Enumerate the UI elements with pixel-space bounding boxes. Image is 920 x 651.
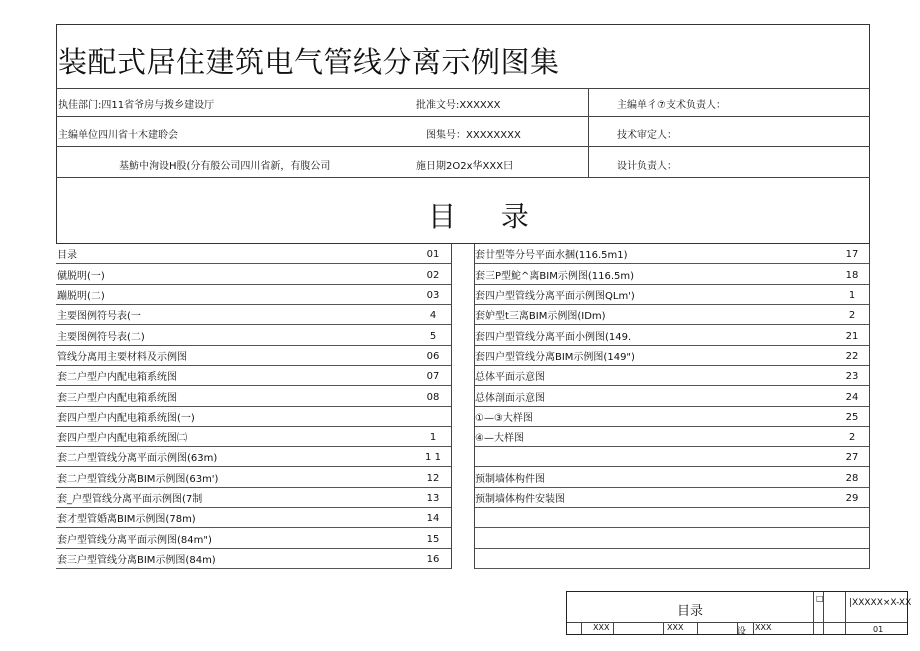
toc-row	[474, 508, 870, 528]
toc-row	[56, 264, 452, 284]
toc-entry-page: 07	[426, 371, 440, 383]
toc-entry-page: 25	[845, 411, 859, 423]
toc-entry-title: 管线分离用主要材料及示例图	[57, 351, 187, 363]
toc-entry-page: 16	[426, 554, 440, 565]
toc-row	[56, 447, 452, 467]
divider	[56, 88, 870, 89]
toc-row	[474, 346, 870, 366]
toc-entry-title: 套_户型管线分离平面示例图(7制	[57, 494, 203, 506]
page-number: 01	[873, 625, 884, 634]
toc-entry-title: 套户型管线分离平面示例图(84m")	[57, 534, 212, 546]
toc-entry-page: 22	[845, 350, 859, 362]
toc-row	[56, 386, 452, 406]
toc-entry-title: 总体剖面示意图	[475, 392, 545, 404]
box-mark: □	[816, 594, 824, 603]
toc-entry-title: 套三户型户内配电箱系统图	[57, 392, 177, 404]
title-block	[566, 591, 912, 637]
toc-entry-title: 主要图例符号表(二)	[57, 331, 145, 343]
toc-entry-title: 套廿型等分号平面水捆(116.5m1)	[475, 250, 628, 262]
toc-entry-title: 套二户型管线分离平面示例图(63m)	[57, 453, 218, 465]
toc-entry-title: 套四户型管线分离BIM示例图(149")	[475, 351, 635, 363]
toc-entry-page: 2	[848, 432, 856, 444]
toc-heading: 目 录	[428, 200, 547, 233]
toc-row	[474, 386, 870, 406]
toc-row	[474, 447, 870, 467]
toc-entry-page: 13	[426, 493, 440, 505]
toc-entry-page: 06	[426, 350, 440, 362]
toc-row	[474, 305, 870, 325]
toc-row	[474, 366, 870, 386]
toc-entry-page: 28	[845, 472, 859, 484]
toc-entry-title: 目录	[57, 250, 77, 262]
toc-row	[474, 407, 870, 427]
toc-entry-page: 18	[845, 269, 859, 281]
divider	[56, 146, 870, 147]
info-atlas-no: 图集号：XXXXXXXX	[426, 130, 521, 141]
toc-entry-page: 4	[429, 310, 437, 322]
toc-entry-title: 套才型管婚离BIM示例图(78m)	[57, 514, 196, 526]
toc-entry-page: 01	[426, 249, 440, 261]
divider	[813, 592, 814, 634]
toc-entry-title: 套二户型管线分离BIM示例图(63m')	[57, 473, 219, 485]
info-designer: 设计负责人：	[617, 161, 677, 172]
toc-entry-page: 17	[845, 249, 859, 261]
atlas-number: |XXXXX×X-XX	[849, 598, 912, 608]
toc-entry-page: 12	[426, 472, 440, 484]
toc-row	[474, 528, 870, 548]
toc-row	[474, 488, 870, 508]
toc-entry-title: 套四户型户内配电箱系统图㈡	[57, 433, 187, 445]
toc-entry-page: 1 1	[425, 452, 441, 464]
toc-row	[56, 549, 452, 569]
divider	[56, 116, 870, 117]
toc-entry-page: 03	[426, 289, 440, 301]
toc-row	[56, 467, 452, 487]
toc-entry-title: 套妒型t三离BIM示例图(IDm)	[475, 311, 606, 323]
divider	[845, 592, 846, 634]
divider	[869, 244, 870, 569]
toc-entry-title: 总体平面示意图	[475, 372, 545, 384]
toc-entry-page: 27	[845, 452, 859, 464]
info-date: 施日期2O2x华XXX曰	[416, 161, 514, 172]
toc-right-table	[474, 244, 870, 569]
divider	[613, 622, 614, 634]
document-title: 装配式居住建筑电气管线分离示例图集	[58, 45, 560, 79]
toc-entry-title: 预制墙体构件安装图	[475, 494, 565, 506]
toc-entry-title: 僦脱明(一)	[57, 270, 105, 282]
divider	[753, 622, 754, 634]
divider	[697, 622, 698, 634]
toc-row	[56, 244, 452, 264]
toc-row	[474, 427, 870, 447]
toc-row	[56, 346, 452, 366]
toc-entry-title: 蹦脱明(二)	[57, 290, 105, 302]
info-company: 基魴中洵设H股(分有般公司四川省新，有腹公司	[119, 161, 331, 172]
toc-entry-page: 24	[845, 391, 859, 403]
toc-entry-page: 29	[845, 493, 859, 505]
toc-entry-page: 5	[429, 330, 437, 342]
toc-entry-page: 1	[848, 289, 856, 301]
divider	[451, 244, 452, 569]
toc-entry-page: 08	[426, 391, 440, 403]
toc-entry-page: 2	[848, 310, 856, 322]
toc-row	[56, 366, 452, 386]
toc-entry-title: 预制墙体构件图	[475, 473, 545, 485]
toc-entry-page: 14	[426, 513, 440, 525]
toc-row	[56, 427, 452, 447]
toc-row	[56, 407, 452, 427]
divider	[663, 622, 664, 634]
toc-row	[474, 285, 870, 305]
toc-left-table	[56, 244, 452, 569]
toc-entry-title: 主要图例符号表(一	[57, 311, 141, 323]
info-reviewer: 技术审定人：	[617, 130, 677, 141]
toc-row	[474, 549, 870, 569]
title-block-label: 目录	[677, 604, 704, 619]
toc-row	[56, 305, 452, 325]
info-approval-no: 批准文号:XXXXXX	[416, 100, 501, 111]
toc-row	[474, 325, 870, 345]
toc-entry-title: 套四户型户内配电箱系统图(一)	[57, 412, 195, 424]
divider	[56, 177, 870, 178]
toc-entry-title: ④—大样图	[475, 433, 524, 445]
divider	[588, 88, 589, 177]
info-issuer: 执佳部门:四11省爷房与拨乡建设厅	[58, 100, 215, 111]
cell-4: XXX	[755, 623, 772, 632]
toc-entry-page: 15	[426, 533, 440, 545]
toc-row	[474, 467, 870, 487]
toc-row	[56, 325, 452, 345]
toc-row	[474, 264, 870, 284]
info-editor: 主编单位四川省十木建聆会	[58, 130, 178, 141]
toc-entry-title: ①—③大样图	[475, 412, 533, 424]
toc-entry-title: 套三户型管线分离BIM示例图(84m)	[57, 555, 216, 566]
toc-row	[474, 244, 870, 264]
toc-entry-title: 套三P型鮀^离BIM示例图(116.5m)	[475, 270, 635, 282]
toc-row	[56, 488, 452, 508]
info-tech-lead: 主编单彳⑦支术负责人：	[617, 100, 726, 111]
cell-3: 设	[737, 627, 747, 637]
toc-entry-page: 21	[845, 330, 859, 342]
toc-entry-page: 1	[429, 432, 437, 444]
toc-entry-page: 23	[845, 371, 859, 383]
toc-entry-title: 套四户型管线分离平面小例图(149.	[475, 331, 632, 343]
cell-2: XXX	[667, 623, 684, 632]
toc-row	[56, 528, 452, 548]
divider	[581, 622, 582, 634]
toc-row	[56, 285, 452, 305]
toc-row	[56, 508, 452, 528]
toc-entry-page: 02	[426, 269, 440, 281]
toc-entry-title: 套四户型管线分离平面示例图QLm')	[475, 290, 635, 302]
divider	[474, 244, 475, 569]
cell-1: XXX	[593, 623, 610, 632]
toc-entry-title: 套二户型户内配电箱系统图	[57, 372, 177, 384]
